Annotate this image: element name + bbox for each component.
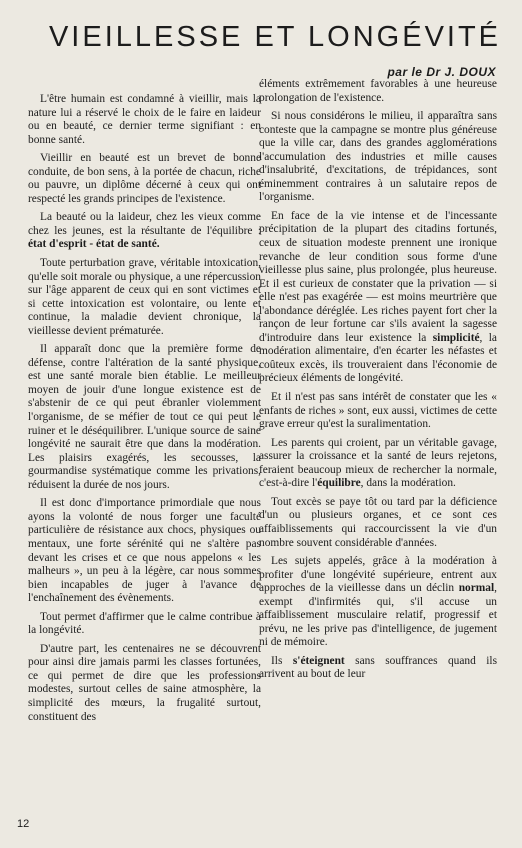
paragraph <box>259 655 497 682</box>
paragraph-text: Si nous considérons le milieu, il apparaîtra sans conteste que la campagne se montre plus généreuse que la ville car, dans des grandes agglomérations l'accumulation des industries et mille causes d'insalubrité, d'excitations, de trépidances, sont éminemment contraires à un salutaire repos de l'organisme. <box>259 110 497 204</box>
paragraph <box>259 555 497 650</box>
bold-text: état d'esprit - état de santé. <box>28 238 160 251</box>
paragraph <box>28 257 261 338</box>
paragraph-text: Les sujets appelés, grâce à la modération à profiter d'une longévité supérieure, entrent aux approches de la vieillesse dans un déclin <box>259 555 497 595</box>
paragraph-text: Tout permet d'affirmer que le calme contribue à la longévité. <box>28 610 261 637</box>
left-column <box>28 93 261 729</box>
paragraph <box>28 643 261 724</box>
paragraph <box>28 343 261 492</box>
paragraph-text: , exempt d'infirmités qui, s'il accuse un affaiblissement musculaire relatif, progressif et prévu, ne les prive pas d'intelligence, de jugement ni de mémoire. <box>259 582 497 649</box>
paragraph-text: Toute perturbation grave, véritable intoxication, qu'elle soit morale ou physique, a une répercussion sur l'âge apparent de ceux qui en sont victimes et si cette intoxication est volontaire, ou lente et continue, la maladie devient chronique, la vieillesse devient prématurée. <box>28 257 261 337</box>
paragraph <box>259 210 497 386</box>
article-title: VIEILLESSE ET LONGÉVITÉ <box>48 21 502 53</box>
paragraph <box>28 211 261 252</box>
paragraph <box>259 496 497 550</box>
paragraph-text: sans souffrances quand ils arrivent au bout de leur <box>259 654 497 681</box>
paragraph-text: En face de la vie intense et de l'incessante précipitation de la plupart des citadins fortunés, ceux de situation modeste prennent une ironique revanche de leur condition sous forme d'une vieillesse plus saine, plus prolongée, plus heureuse. Et il est curieux de constater que la privation — si elle n'est pas exagérée — est moins meurtrière que l'abondance déréglée. Les riches payent fort cher la rançon de leur fortune car s'ils avaient la sagesse d'introduire dans leur existence la <box>259 209 497 344</box>
paragraph-text: , dans la modération. <box>360 477 456 490</box>
paragraph-text: Il apparaît donc que la première forme de défense, contre l'altération de la santé physique, est une santé morale bien établie. Le meilleur moyen de jouir d'une longue existence est de s'abstenir de ce qui peut ébranler violemment l'organisme, de se méfier de tout ce qui peut le ruiner et le déséquilibrer. L'unique source de saine longévité ne saurait être que dans la modération. Les plaisirs exagérés, les secousses, la gourmandise systématique comme les privations, réduisent la durée de nos jours. <box>28 343 261 491</box>
paragraph-text: L'être humain est condamné à vieillir, mais la nature lui a réservé le choix de le faire en laideur ou en beauté, ce dernier terme signifiant : en bonne santé. <box>28 93 261 146</box>
paragraph-text: D'autre part, les centenaires ne se découvrent pour ainsi dire jamais parmi les classes fortunées, ce qui permet de dire que les professions modestes, surtout celles de saine atmosphère, la simplicité des mœurs, la frugalité surtout, constituent des <box>28 642 261 723</box>
bold-text: s'éteignent <box>292 654 345 667</box>
paragraph-text: Et il n'est pas sans intérêt de constater que les « enfants de riches » sont, eux aussi, victimes de cette grave erreur qu'est la suralimentation. <box>259 391 497 431</box>
paragraph <box>259 391 497 432</box>
paragraph-text: La beauté ou la laideur, chez les vieux comme chez les jeunes, est la résultante de l'équilibre : <box>28 211 261 237</box>
paragraph <box>28 152 261 206</box>
paragraph-text: Les parents qui croient, par un véritable gavage, assurer la croissance et la santé de leurs rejetons, feraient beaucoup mieux de rechercher la normale, c'est-à-dire l' <box>259 436 497 490</box>
paragraph-text: éléments extrêmement favorables à une heureuse prolongation de l'existence. <box>259 78 497 104</box>
paragraph <box>28 93 261 147</box>
paragraph <box>28 611 261 638</box>
paragraph <box>259 437 497 491</box>
bold-text: simplicité <box>432 331 480 344</box>
paragraph <box>259 78 497 105</box>
paragraph-text: Ils <box>271 654 293 667</box>
page-number: 12 <box>17 818 30 830</box>
right-column <box>259 78 497 687</box>
paragraph-text: Vieillir en beauté est un brevet de bonne conduite, de bon sens, à la portée de chacun, riche ou pauvre, un diplôme décerné à ceux qui ont respecté les grands principes de l'existence. <box>28 152 261 205</box>
paragraph-text: , la modération alimentaire, d'en écarter les néfastes et coûteux excès, ils trouveraient dans l'économie de précieux éléments de longévité. <box>259 331 497 385</box>
paragraph-text: Il est donc d'importance primordiale que nous ayons la volonté de nous forger une faculté particulière de résistance aux chocs, physiques ou mentaux, une forte sérénité qui ne s'altère pas devant les crises et ce que nous appelons « les malheurs », un peu à la légère, car nous sommes bien incapables de juger à l'avance de l'enchaînement des évènements. <box>28 497 261 605</box>
bold-text: normal <box>458 582 495 595</box>
bold-text: équilibre <box>317 477 361 490</box>
paragraph <box>28 497 261 605</box>
article-byline: par le Dr J. DOUX <box>387 65 496 79</box>
paragraph-text: Tout excès se paye tôt ou tard par la déficience d'un ou plusieurs organes, et ce sont ces affaiblissements qui raccourcissent la vie d'un nombre souvent considérable d'années. <box>259 495 497 549</box>
paragraph <box>259 110 497 205</box>
